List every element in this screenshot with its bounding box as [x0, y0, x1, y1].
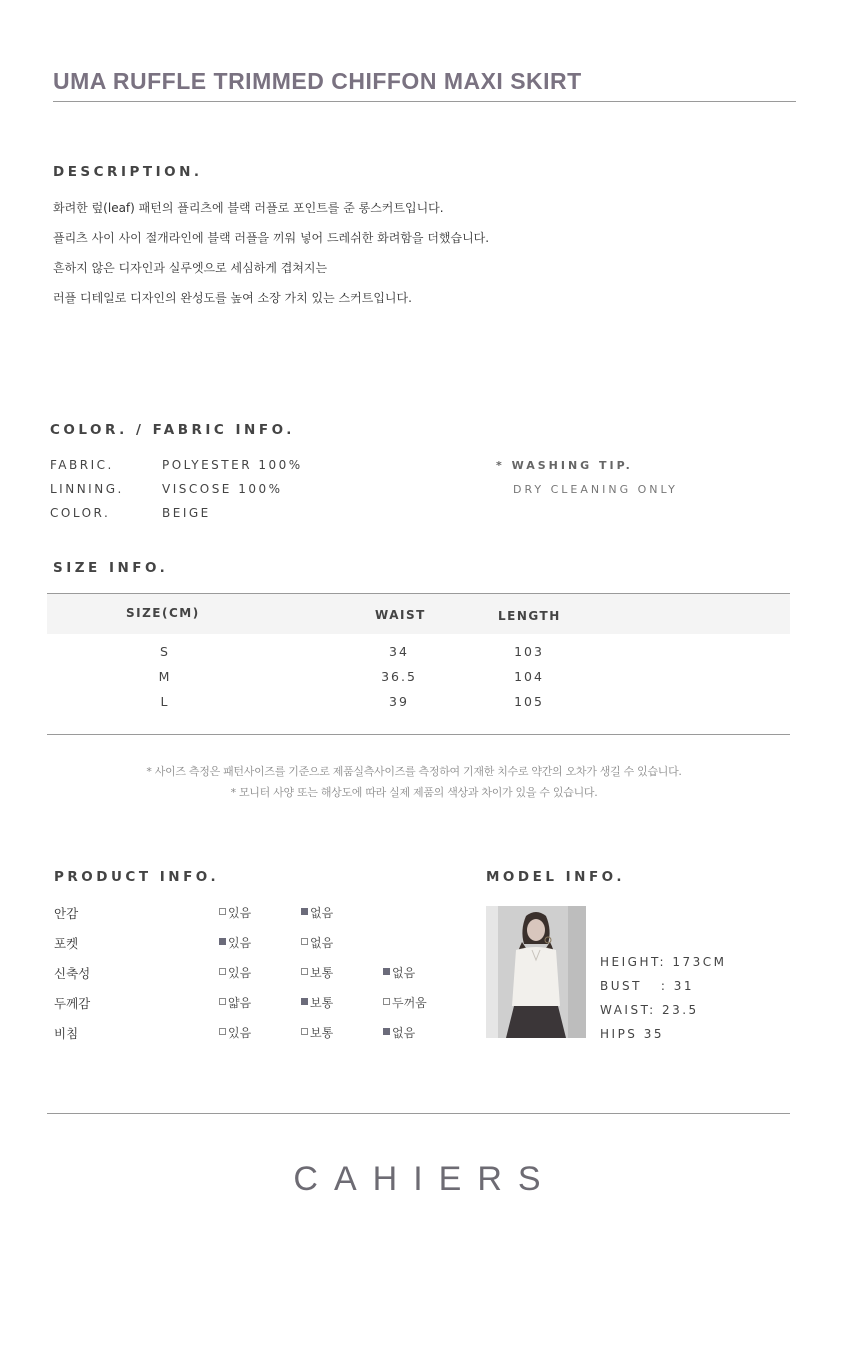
waist-cell: 34 — [389, 644, 409, 659]
product-option: 없음 — [383, 964, 415, 981]
product-option: 보통 — [301, 964, 333, 981]
model-height: HEIGHT: 173CM — [600, 955, 727, 969]
checkbox-icon — [219, 998, 226, 1005]
washing-tip-heading: * WASHING TIP. — [496, 459, 633, 472]
description-heading: DESCRIPTION. — [53, 164, 203, 180]
size-cell: M — [158, 669, 172, 684]
checkbox-icon — [301, 938, 308, 945]
product-row-label: 비침 — [54, 1026, 79, 1041]
product-option: 있음 — [219, 1024, 251, 1041]
product-option: 없음 — [301, 904, 333, 921]
checkbox-checked-icon — [301, 908, 308, 915]
lining-label: LINNING. — [50, 482, 124, 496]
product-option: 있음 — [219, 904, 251, 921]
product-option: 보통 — [301, 994, 333, 1011]
washing-tip-value: DRY CLEANING ONLY — [513, 483, 678, 496]
product-option: 얇음 — [219, 994, 251, 1011]
model-bust: BUST : 31 — [600, 979, 695, 993]
size-cell: L — [160, 694, 170, 709]
length-col-header: LENGTH — [498, 609, 561, 623]
fabric-value: POLYESTER 100% — [162, 458, 303, 472]
checkbox-checked-icon — [219, 938, 226, 945]
description-line: 흔하지 않은 디자인과 실루엣으로 세심하게 겹쳐지는 — [53, 261, 328, 275]
product-title: UMA RUFFLE TRIMMED CHIFFON MAXI SKIRT — [53, 68, 582, 94]
color-note: * 모니터 사양 또는 해상도에 따라 실제 제품의 색상과 차이가 있을 수 있습니다. — [230, 786, 598, 799]
fabric-heading: COLOR. / FABRIC INFO. — [50, 422, 295, 438]
checkbox-checked-icon — [301, 998, 308, 1005]
product-option: 있음 — [219, 934, 251, 951]
model-photo — [486, 906, 586, 1038]
model-waist: WAIST: 23.5 — [600, 1003, 699, 1017]
waist-cell: 36.5 — [381, 669, 417, 684]
waist-cell: 39 — [389, 694, 409, 709]
description-line: 화려한 렆(leaf) 패턴의 플리츠에 블랙 러플로 포인트를 준 롱스커트입니다. — [53, 201, 444, 215]
waist-col-header: WAIST — [375, 608, 426, 622]
length-cell: 105 — [514, 694, 544, 709]
product-option: 보통 — [301, 1024, 333, 1041]
product-option: 없음 — [301, 934, 333, 951]
footer-divider — [47, 1113, 790, 1114]
length-cell: 104 — [514, 669, 544, 684]
size-cell: S — [160, 644, 170, 659]
product-row-label: 두께감 — [54, 996, 91, 1011]
checkbox-icon — [383, 998, 390, 1005]
brand-logo: CAHIERS — [293, 1160, 557, 1198]
product-option: 없음 — [383, 1024, 415, 1041]
size-note: * 사이즈 측정은 패턴사이즈를 기준으로 제품실측사이즈를 측정하여 기재한 치수로 약간의 오차가 생길 수 있습니다. — [146, 765, 682, 778]
size-table-bottom-rule — [47, 734, 790, 735]
checkbox-icon — [301, 1028, 308, 1035]
checkbox-icon — [219, 968, 226, 975]
checkbox-checked-icon — [383, 968, 390, 975]
checkbox-icon — [301, 968, 308, 975]
description-line: 플리츠 사이 사이 절개라인에 블랙 러플을 끼워 넣어 드레쉬한 화려함을 더했습니다. — [53, 231, 490, 245]
lining-value: VISCOSE 100% — [162, 482, 283, 496]
description-line: 러플 디테일로 디자인의 완성도를 높여 소장 가치 있는 스커트입니다. — [53, 291, 412, 305]
checkbox-checked-icon — [383, 1028, 390, 1035]
checkbox-icon — [219, 908, 226, 915]
product-info-heading: PRODUCT INFO. — [54, 869, 220, 885]
model-hips: HIPS 35 — [600, 1027, 664, 1041]
color-label: COLOR. — [50, 506, 111, 520]
product-option: 두꺼움 — [383, 994, 427, 1011]
product-row-label: 신축성 — [54, 966, 91, 981]
color-value: BEIGE — [162, 506, 211, 520]
product-row-label: 안감 — [54, 906, 79, 921]
size-col-header: SIZE(CM) — [126, 606, 200, 620]
length-cell: 103 — [514, 644, 544, 659]
title-divider — [53, 101, 796, 102]
product-option: 있음 — [219, 964, 251, 981]
size-heading: SIZE INFO. — [53, 560, 169, 576]
model-info-heading: MODEL INFO. — [486, 869, 625, 885]
checkbox-icon — [219, 1028, 226, 1035]
fabric-label: FABRIC. — [50, 458, 114, 472]
product-row-label: 포켓 — [54, 936, 79, 951]
